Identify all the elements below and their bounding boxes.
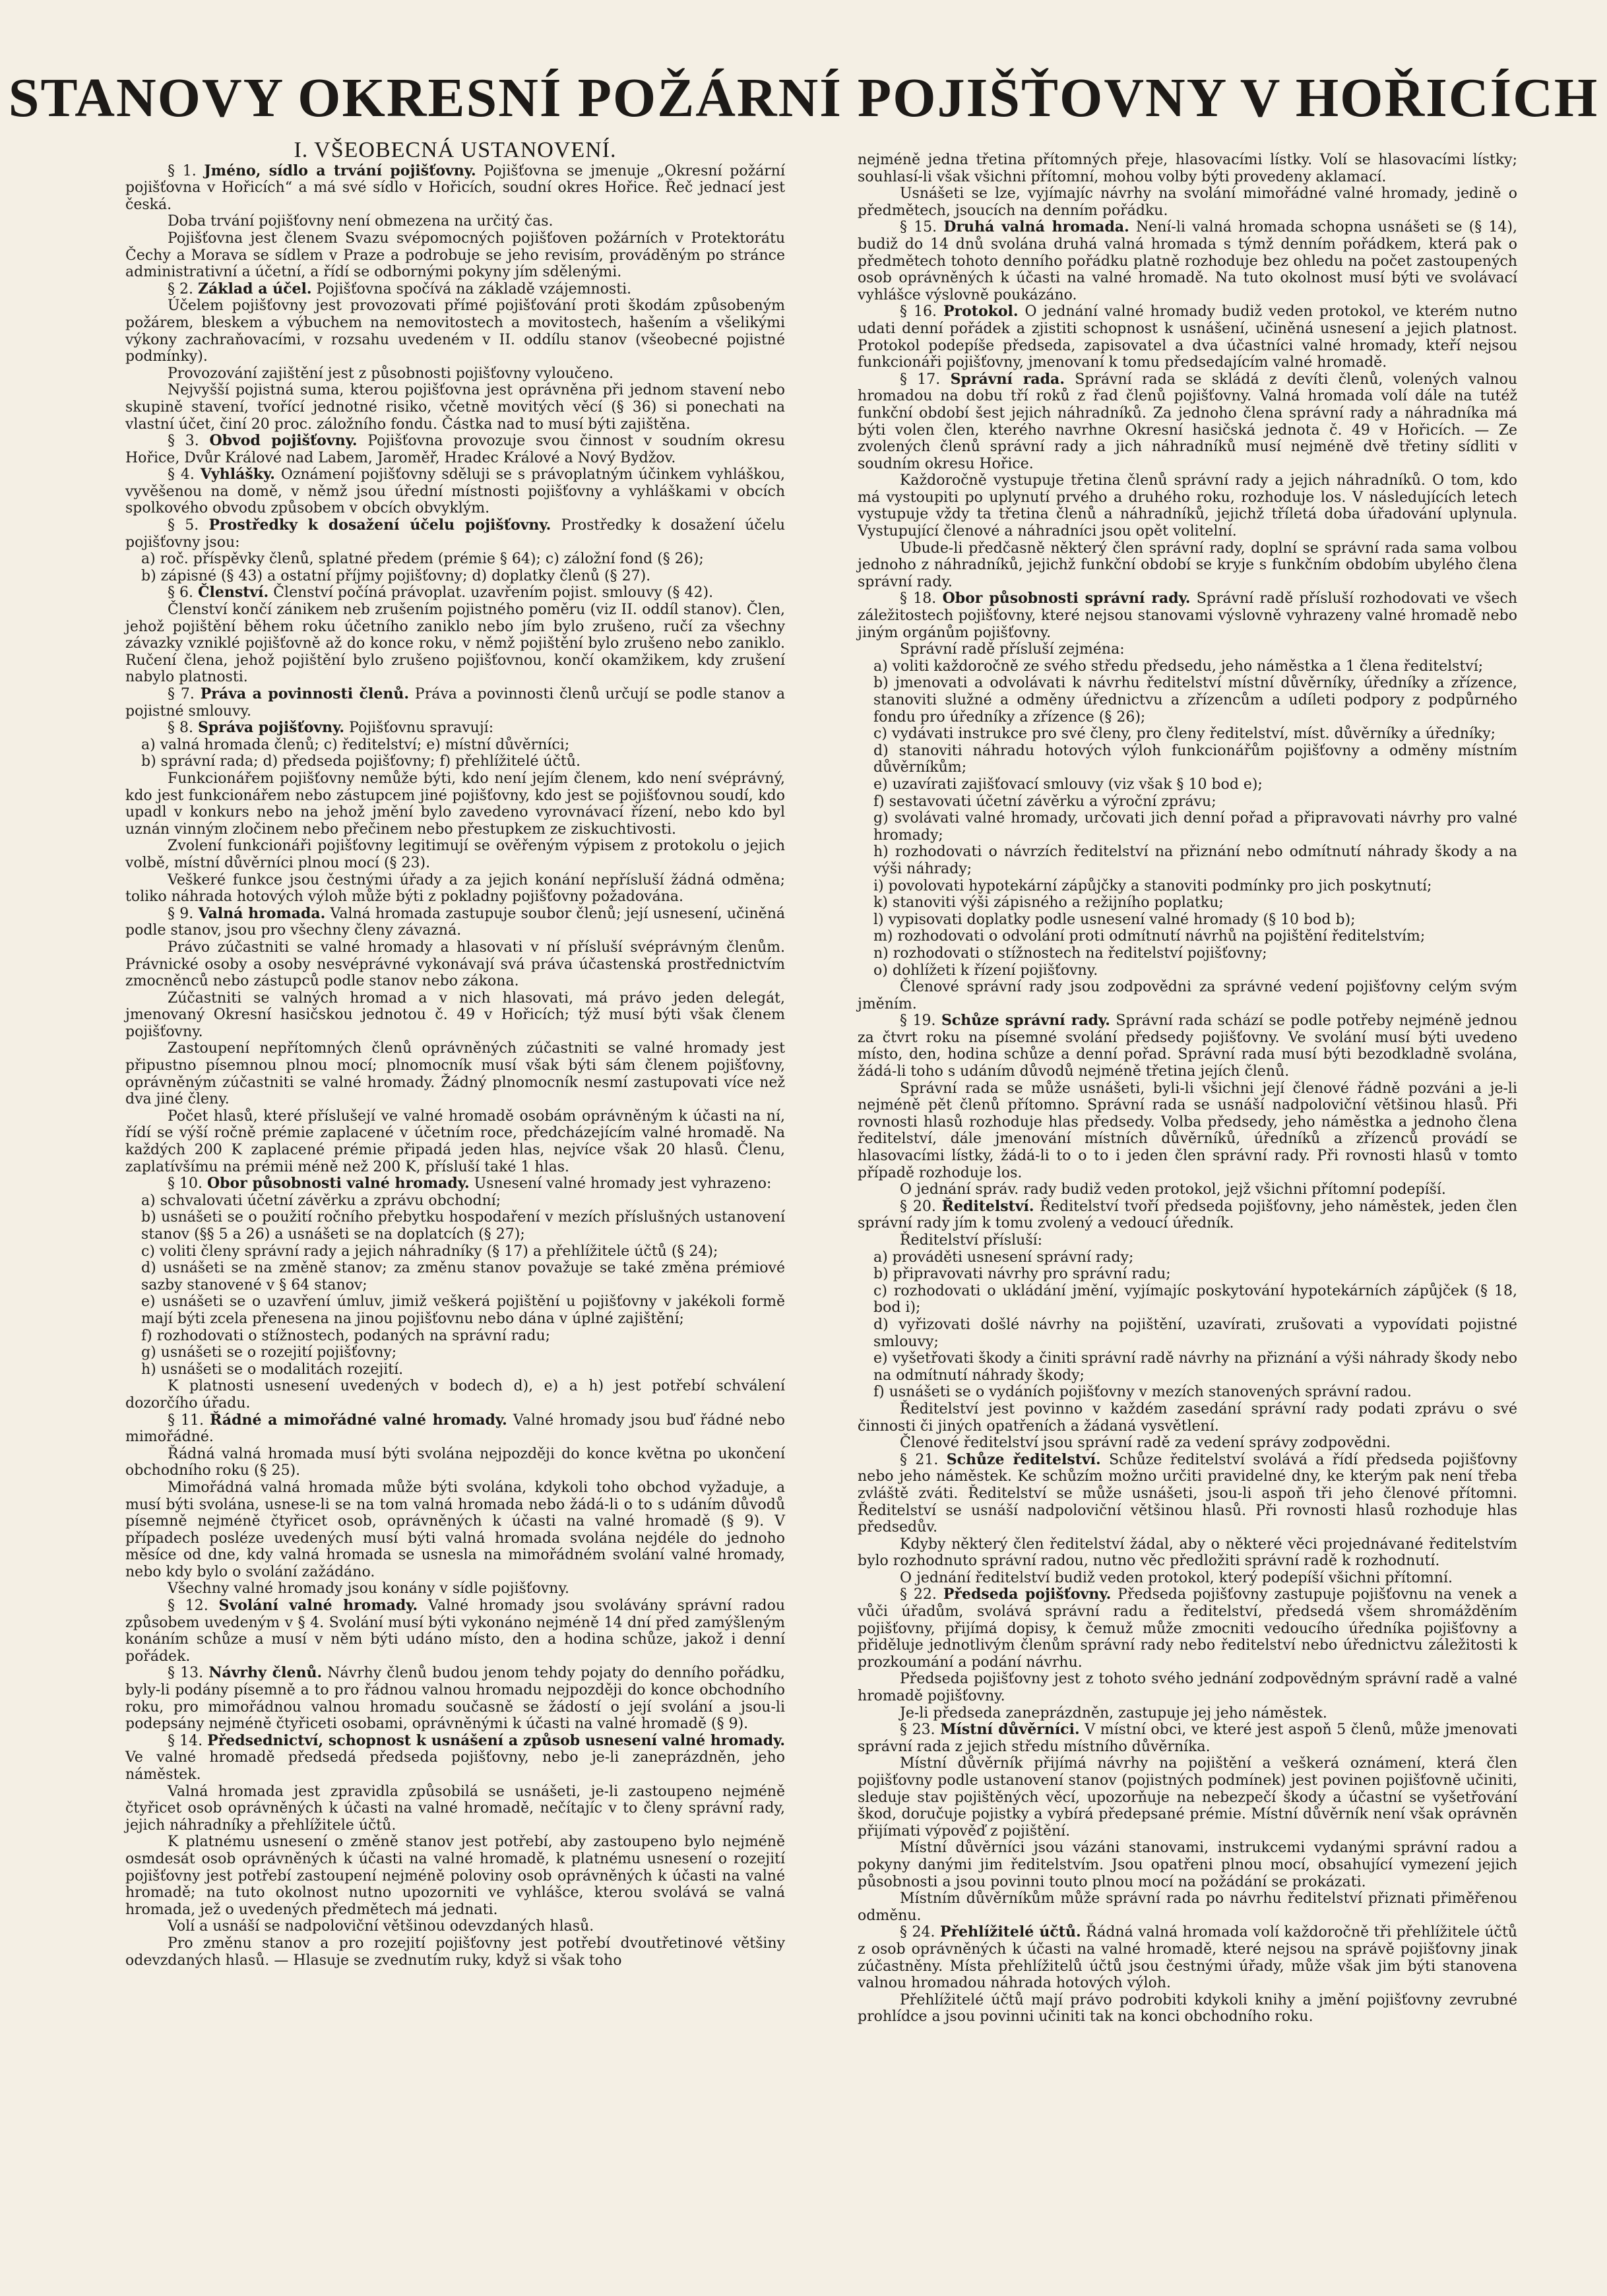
paragraph: Zastoupení nepřítomných členů oprávněných zúčastniti se valné hromady jest připustno písemnou plnou mocí; plnomocník musí však býti sám členem pojišťovny, oprávněným zúčastniti se valné hromady. Žádný plnomocník nesmí zastupovati více než dva jiné členy.: [125, 1040, 785, 1108]
list-item: b) usnášeti se o použití ročního přebytku hospodaření v mezích příslušných ustanovení stanov (§§ 5 a 26) a usnášeti se na doplatcích (§ 27);: [141, 1209, 785, 1243]
list-item: a) valná hromada členů; c) ředitelství; e) místní důvěrníci;: [141, 736, 570, 753]
paragraph: § 12. Svolání valné hromady. Valné hromady jsou svolávány správní radou způsobem uvedeným v § 4. Svolání musí býti vykonáno nejméně 14 dní před zamýšleným konáním schůze a musí v něm býti udáno místo, den a hodina schůze, jakož i denní pořádek.: [125, 1597, 785, 1665]
paragraph: Pro změnu stanov a pro rozejití pojišťovny jest potřebí dvoutřetinové většiny odevzdaných hlasů. — Hlasuje se zvednutím ruky, když si však toho: [125, 1935, 785, 1969]
paragraph: § 18. Obor působnosti správní rady. Správní radě přísluší rozhodovati ve všech záležitostech pojišťovny, které nejsou stanovami výslovně vyhrazeny valné hromadě nebo jiným orgánům pojišťovny.: [858, 590, 1518, 641]
paragraph: nejméně jedna třetina přítomných přeje, hlasovacími lístky. Volí se hlasovacími lístky; souhlasí-li však všichni přítomní, mohou volby býti provedeny aklamací.: [858, 152, 1517, 185]
paragraph: Předseda pojišťovny jest z tohoto svého jednání zodpovědným správní radě a valné hromadě pojišťovny.: [858, 1671, 1517, 1705]
paragraph: Kdyby některý člen ředitelství žádal, aby o některé věci projednávané ředitelstvím bylo rozhodnuto správní radou, nutno věc předložiti správní radě k rozhodnutí.: [858, 1536, 1517, 1570]
list-item: b) jmenovati a odvolávati k návrhu ředitelství místní důvěrníky, úředníky a zřízence, stanoviti služné a odměny úřednictvu a zřízencům a udíleti podpory z podpůrného fondu pro úředníky a zřízence (§ 26);: [873, 675, 1517, 726]
paragraph: § 22. Předseda pojišťovny. Předseda pojišťovny zastupuje pojišťovnu na venek a vůči úřadům, svolává správní radu a ředitelství, předsedá všem shromážděním pojišťovny, přijímá dopisy, k čemuž může zmocniti vedoucího úředníka pojišťovny a přiděluje jednotlivým členům správní rady nebo ředitelství nebo úřednictvu záležitosti k prozkoumání a podání návrhu.: [858, 1586, 1517, 1671]
list-item: a) voliti každoročně ze svého středu předsedu, jeho náměstka a 1 člena ředitelství;: [873, 658, 1484, 675]
list-item: d) vyřizovati došlé návrhy na pojištění, uzavírati, zrušovati a vypovídati pojistné smlouvy;: [873, 1316, 1517, 1350]
paragraph: Ředitelství jest povinno v každém zasedání správní rady podati zprávu o své činnosti či jiných opatřeních a žádaná vysvětlení.: [858, 1400, 1517, 1435]
paragraph: § 23. Místní důvěrníci. V místní obci, ve které jest aspoň 5 členů, může jmenovati správní rada z jejich středu místního důvěrníka.: [858, 1721, 1517, 1755]
paragraph: Ubude-li předčasně některý člen správní rady, doplní se správní rada sama volbou jednoho z náhradníků, jejichž funkční období se kryje s funkčním obdobím ubylého člena správní rady.: [858, 540, 1517, 590]
list-item: o) dohlížeti k řízení pojišťovny.: [873, 962, 1098, 979]
paragraph: Mimořádná valná hromada může býti svolána, kdykoli toho obchod vyžaduje, a musí býti svolána, usnese-li se na tom valná hromada nebo žádá-li o to s udáním důvodů písemně nejméně čtyřicet osob, oprávněných k účasti na valné hromadě (§ 9). V případech posléze uvedených musí býti valná hromada svolána nejdéle do jednoho měsíce od dne, kdy valná hromada se usnesla na mimořádném svolání valné hromady, nebo kdy bylo o svolání zažádáno.: [125, 1479, 785, 1580]
list-item: b) správní rada; d) předseda pojišťovny; f) přehlížitelé účtů.: [141, 753, 581, 770]
paragraph: Valná hromada jest zpravidla způsobilá se usnášeti, je-li zastoupeno nejméně čtyřicet osob oprávněných k účasti na valné hromadě, nečítajíc v to členy správní rady, jejich náhradníky a přehlížitele účtů.: [125, 1783, 785, 1834]
paragraph: Pojišťovna jest členem Svazu svépomocných pojišťoven požárních v Protektorátu Čechy a Morava se sídlem v Praze a podrobuje se jeho revisím, prováděným po stránce administrativní a účetní, a řídí se odbornými pokyny jím sdělenými.: [125, 230, 785, 281]
paragraph: Zúčastniti se valných hromad a v nich hlasovati, má právo jeden delegát, jmenovaný Okresní hasičskou jednotou č. 49 v Hořicích; týž musí býti však členem pojišťovny.: [125, 989, 785, 1040]
paragraph: Právo zúčastniti se valné hromady a hlasovati v ní přísluší svéprávným členům. Právnické osoby a osoby nesvéprávné vykonávají svá práva účastenská prostřednictvím zmocněnců nebo zástupců podle stanov nebo zákona.: [125, 939, 785, 990]
paragraph: Provozování zajištění jest z působnosti pojišťovny vyloučeno.: [168, 365, 614, 382]
paragraph: § 17. Správní rada. Správní rada se skládá z devíti členů, volených valnou hromadou na dobu tří roků z řad členů pojišťovny. Valná hromada volí dále na tutéž funkční období šest jejich náhradníků. Za jednoho člena správní rady a náhradníka má býti volen člen, kterého navrhne Okresní hasičská jednota č. 49 v Hořicích. — Ze zvolených členů správní rady a jich náhradníků musí nejméně dvě třetiny sídliti v soudním okresu Hořice.: [858, 370, 1517, 472]
list-item: g) usnášeti se o rozejití pojišťovny;: [141, 1344, 397, 1361]
paragraph: § 14. Předsednictví, schopnost k usnášení a způsob usnesení valné hromady. Ve valné hromadě předsedá předseda pojišťovny, nebo je-li zaneprázdněn, jeho náměstek.: [125, 1731, 785, 1783]
paragraph: Počet hlasů, které příslušejí ve valné hromadě osobám oprávněným k účasti na ní, řídí se výší ročně prémie zaplacené v účetním roce, předcházejícím valné hromadě. Na každých 200 K zaplacené prémie připadá jeden hlas, nejvíce však 20 hlasů. Členu, zaplatívšímu na prémii méně než 200 K, přísluší také 1 hlas.: [125, 1107, 785, 1175]
list-item: b) zápisné (§ 43) a ostatní příjmy pojišťovny; d) doplatky členů (§ 27).: [141, 567, 651, 584]
list-item: c) rozhodovati o ukládání jmění, vyjímajíc poskytování hypotekárních zápůjček (§ 18, bod i);: [873, 1282, 1517, 1317]
paragraph: O jednání ředitelství budiž veden protokol, který podepíší všichni přítomní.: [900, 1569, 1453, 1586]
paragraph: Usnášeti se lze, vyjímajíc návrhy na svolání mimořádné valné hromady, jedině o předmětech, jsoucích na denním pořádku.: [858, 185, 1517, 219]
paragraph: Každoročně vystupuje třetina členů správní rady a jejich náhradníků. O tom, kdo má vystoupiti po uplynutí prvého a druhého roku, rozhoduje los. V následujících letech vystupuje vždy ta třetina členů a náhradníků, jejichž tříletá doba úřadování uplynula. Vystupující členové a náhradníci jsou opět volitelní.: [858, 472, 1517, 540]
paragraph: § 1. Jméno, sídlo a trvání pojišťovny. Pojišťovna se jmenuje „Okresní požární pojišťovna v Hořicích“ a má své sídlo v Hořicích, soudní okres Hořice. Řeč jednací jest česká.: [125, 162, 786, 213]
list-item: a) schvalovati účetní závěrku a zprávu obchodní;: [141, 1192, 501, 1209]
section-heading: I. VŠEOBECNÁ USTANOVENÍ.: [294, 138, 617, 162]
paragraph: Členové ředitelství jsou správní radě za vedení správy zodpovědni.: [900, 1435, 1391, 1452]
paragraph: Členové správní rady jsou zodpovědni za správné vedení pojišťovny celým svým jměním.: [858, 979, 1517, 1012]
paragraph: § 2. Základ a účel. Pojišťovna spočívá na základě vzájemnosti.: [168, 280, 632, 297]
paragraph: Přehlížitelé účtů mají právo podrobiti kdykoli knihy a jmění pojišťovny zevrubné prohlídce a jsou povinni učiniti tak na konci obchodního roku.: [858, 1991, 1517, 2026]
list-item: m) rozhodovati o odvolání proti odmítnutí návrhů na pojištění ředitelstvím;: [873, 928, 1426, 945]
list-item: c) voliti členy správní rady a jejich náhradníky (§ 17) a přehlížitele účtů (§ 24);: [141, 1243, 718, 1260]
list-item: b) připravovati návrhy pro správní radu;: [873, 1266, 1171, 1283]
list-item: h) rozhodovati o návrzích ředitelství na přiznání nebo odmítnutí náhrady škody a na výši náhrady;: [873, 844, 1517, 877]
paragraph: K platnému usnesení o změně stanov jest potřebí, aby zastoupeno bylo nejméně osmdesát osob oprávněných k účasti na valné hromadě, k platnému usnesení o rozejití pojišťovny jest potřebí zastoupení nejméně poloviny osob oprávněných k účasti na valné hromadě; na tuto okolnost nutno upozorniti ve vyhlášce, kterou svolává se valná hromada, jež o uvedených předmětech má jednati.: [125, 1834, 785, 1918]
list-item: d) stanoviti náhradu hotových výloh funkcionářům pojišťovny a odměny místním důvěrníkům;: [873, 742, 1517, 776]
list-item: a) prováděti usnesení správní rady;: [873, 1249, 1134, 1266]
paragraph: Zvolení funkcionáři pojišťovny legitimují se ověřeným výpisem z protokolu o jejich volbě, místní důvěrníci plnou mocí (§ 23).: [125, 838, 785, 871]
paragraph: Správní radě přísluší zejména:: [900, 641, 1125, 658]
list-item: f) usnášeti se o vydáních pojišťovny v mezích stanovených správní radou.: [873, 1384, 1412, 1401]
paragraph: Řádná valná hromada musí býti svolána nejpozději do konce května po ukončení obchodního roku (§ 25).: [125, 1445, 785, 1479]
paragraph: O jednání správ. rady budiž veden protokol, jejž všichni přítomní podepíší.: [900, 1181, 1446, 1198]
list-item: f) rozhodovati o stížnostech, podaných na správní radu;: [141, 1327, 551, 1344]
paragraph: Všechny valné hromady jsou konány v sídle pojišťovny.: [168, 1580, 569, 1598]
paragraph: § 3. Obvod pojišťovny. Pojišťovna provozuje svou činnost v soudním okresu Hořice, Dvůr Králové nad Labem, Jaroměř, Hradec Králové a Nový Bydžov.: [125, 432, 786, 466]
paragraph: § 16. Protokol. O jednání valné hromady budiž veden protokol, ve kterém nutno udati denní pořádek a zjistiti schopnost k usnášení, učiněná usnesení a jejich platnost. Protokol podepíše předseda, zapisovatel a dva účastníci valné hromady, kteří nejsou funkcionáři pojišťovny, jmenovaní k tomu předsedajícím valné hromadě.: [858, 303, 1517, 371]
paragraph: Ředitelství přísluší:: [900, 1232, 1043, 1249]
document-title: STANOVY OKRESNÍ POŽÁRNÍ POJIŠŤOVNY V HOŘICÍCH: [8, 67, 1599, 129]
left-column: [125, 138, 786, 1969]
paragraph: § 13. Návrhy členů. Návrhy členů budou jenom tehdy pojaty do denního pořádku, byly-li podány písemně a to pro řádnou valnou hromadu nejpozději do konce obchodního roku, pro mimořádnou valnou hromadu současně se žádostí o její svolání a jsou-li podepsány nejméně čtyřiceti osobami, oprávněnými k účasti na valné hromadě (§ 9).: [125, 1664, 785, 1733]
paragraph: Nejvyšší pojistná suma, kterou pojišťovna jest oprávněna při jednom stavení nebo skupině stavení, tvořící jednotné risiko, včetně movitých věcí (§ 36) si ponechati na vlastní účet, činí 20 proc. záložního fondu. Částka nad to musí býti zajištěna.: [125, 382, 785, 433]
paragraph: Je-li předseda zaneprázdněn, zastupuje jej jeho náměstek.: [900, 1704, 1327, 1722]
paragraph: § 9. Valná hromada. Valná hromada zastupuje soubor členů; její usnesení, učiněná podle stanov, jsou pro všechny členy závazná.: [125, 904, 785, 939]
paragraph: Účelem pojišťovny jest provozovati přímé pojišťování proti škodám způsobeným požárem, bleskem a výbuchem na nemovitostech a movitostech, hašením a všelikými výkony zachraňovacími, v rozsahu uvedeném v II. oddílu stanov (všeobecné pojistné podmínky).: [125, 297, 785, 365]
paragraph: Funkcionářem pojišťovny nemůže býti, kdo není jejím členem, kdo není svéprávný, kdo jest funkcionářem nebo zástupcem jiné pojišťovny, kdo jest se pojišťovnou soudí, kdo upadl v konkurs nebo na jehož jmění bylo zavedeno vyrovnávací řízení, nebo kdo byl uznán vinným zločinem nebo přečinem nebo přestupkem ze ziskuchtivosti.: [125, 770, 785, 838]
paragraph: Doba trvání pojišťovny není obmezena na určitý čas.: [168, 213, 553, 230]
list-item: a) roč. příspěvky členů, splatné předem (prémie § 64); c) záložní fond (§ 26);: [141, 551, 704, 568]
list-item: f) sestavovati účetní závěrku a výroční zprávu;: [873, 793, 1216, 810]
list-item: h) usnášeti se o modalitách rozejití.: [141, 1361, 404, 1378]
paragraph: § 7. Práva a povinnosti členů. Práva a povinnosti členů určují se podle stanov a pojistné smlouvy.: [125, 685, 786, 720]
list-item: n) rozhodovati o stížnostech na ředitelství pojišťovny;: [873, 945, 1267, 962]
paragraph: § 20. Ředitelství. Ředitelství tvoří předseda pojišťovny, jeho náměstek, jeden člen správní rady jím k tomu zvolený a vedoucí úředník.: [858, 1197, 1517, 1232]
paragraph: § 5. Prostředky k dosažení účelu pojišťovny. Prostředky k dosažení účelu pojišťovny jsou:: [125, 516, 785, 551]
paragraph: § 19. Schůze správní rady. Správní rada schází se podle potřeby nejméně jednou za čtvrt roku na písemné svolání předsedy pojišťovny. Ve svolání musí býti uvedeno místo, den, hodina schůze a denní pořad. Správní rada musí býti bezodkladně svolána, žádá-li toho s udáním důvodů nejméně třetina jejích členů.: [858, 1012, 1517, 1080]
paragraph: § 10. Obor působnosti valné hromady. Usnesení valné hromady jest vyhrazeno:: [168, 1175, 772, 1193]
list-item: e) vyšetřovati škody a činiti správní radě návrhy na přiznání a výši náhrady škody nebo na odmítnutí náhrady škody;: [873, 1350, 1517, 1384]
paragraph: Volí a usnáší se nadpoloviční většinou odevzdaných hlasů.: [168, 1918, 594, 1935]
right-column-body: [858, 152, 1517, 2026]
paragraph: § 11. Řádné a mimořádné valné hromady. Valné hromady jsou buď řádné nebo mimořádné.: [125, 1411, 785, 1446]
list-item: e) uzavírati zajišťovací smlouvy (viz však § 10 bod e);: [873, 776, 1263, 793]
paragraph: Místním důvěrníkům může správní rada po návrhu ředitelství přiznati přiměřenou odměnu.: [858, 1890, 1517, 1924]
paragraph: § 4. Vyhlášky. Oznámení pojišťovny sděluji se s právoplatným účinkem vyhláškou, vyvěšenou na domě, v němž jsou úřední místnosti pojišťovny a vyhláškami v obcích spolkového obvodu způsobem v obcích obvyklým.: [125, 466, 786, 517]
paragraph: § 8. Správa pojišťovny. Pojišťovnu spravují:: [168, 719, 494, 737]
left-column-body: [125, 163, 785, 1970]
paragraph: § 21. Schůze ředitelství. Schůze ředitelství svolává a řídí předseda pojišťovny nebo jeho náměstek. Ke schůzím možno určiti pravidelné dny, ke kterým pak není třeba zvláště zváti. Ředitelství se může usnášeti, jsou-li aspoň tři jeho členové přítomni. Ředitelství se usnáší nadpoloviční většinou hlasů. Při rovnosti hlasů rozhoduje hlas předsedův.: [858, 1450, 1517, 1536]
list-item: e) usnášeti se o uzavření úmluv, jimiž veškerá pojištění u pojišťovny v jakékoli formě mají býti zcela přenesena na jinou pojišťovnu nebo dána v úplné zajištění;: [141, 1293, 785, 1327]
list-item: i) povolovati hypotekární zápůjčky a stanoviti podmínky pro jich poskytnutí;: [873, 877, 1432, 894]
paragraph: Místní důvěrníci jsou vázáni stanovami, instrukcemi vydanými správní radou a pokyny danými jim ředitelstvím. Jsou opatřeni plnou mocí, obsahující vymezení jejich působnosti a jsou povinni touto plnou mocí na požádání se prokázati.: [858, 1840, 1517, 1890]
list-item: l) vypisovati doplatky podle usnesení valné hromady (§ 10 bod b);: [873, 911, 1356, 928]
list-item: c) vydávati instrukce pro své členy, pro členy ředitelství, míst. důvěrníky a úředníky;: [873, 726, 1496, 743]
right-column: [858, 152, 1517, 2026]
paragraph: § 15. Druhá valná hromada. Není-li valná hromada schopna usnášeti se (§ 14), budiž do 14 dnů svolána druhá valná hromada s týmž denním pořádkem, která pak o předmětech tohoto denního pořádku platně rozhoduje bez ohledu na počet zastoupených osob oprávněných k účasti na valné hromadě. Na tuto okolnost musí býti ve svolávací vyhlášce výslovně poukázáno.: [858, 218, 1518, 303]
list-item: g) svolávati valné hromady, určovati jich denní pořad a připravovati návrhy pro valné hromady;: [873, 810, 1517, 844]
paragraph: § 6. Členství. Členství počíná právoplat. uzavřením pojist. smlouvy (§ 42).: [168, 584, 714, 602]
paragraph: Správní rada se může usnášeti, byli-li všichni její členové řádně pozváni a je-li nejméně pět členů přítomno. Správní rada se usnáší nadpoloviční většinou hlasů. Při rovnosti hlasů rozhoduje hlas předsedy. Volba předsedy, jeho náměstka a jednoho člena ředitelství, dále jmenování místních důvěrníků, úředníků a zřízenců provádí se hlasovacími lístky, žádá-li to o to i jeden člen správní rady. Při rovnosti hlasů v tomto případě rozhoduje los.: [858, 1080, 1517, 1181]
paragraph: K platnosti usnesení uvedených v bodech d), e) a h) jest potřebí schválení dozorčího úřadu.: [125, 1378, 785, 1412]
paragraph: Veškeré funkce jsou čestnými úřady a za jejich konání nepřísluší žádná odměna; toliko náhrada hotových výloh může býti z pokladny pojišťovny požadována.: [125, 871, 785, 906]
list-item: d) usnášeti se na změně stanov; za změnu stanov považuje se také změna prémiové sazby stanovené v § 64 stanov;: [141, 1260, 785, 1293]
paragraph: § 24. Přehlížitelé účtů. Řádná valná hromada volí každoročně tři přehlížitele účtů z osob oprávněných k účasti na valné hromadě, které nejsou na správě pojišťovny jinak zúčastněny. Místa přehlížitelů účtů jsou čestnými úřady, může však jim býti stanovena valnou hromadou náhrada hotových výloh.: [858, 1923, 1517, 1992]
paragraph: Místní důvěrník přijímá návrhy na pojištění a veškerá oznámení, která člen pojišťovny podle ustanovení stanov (pojistných podmínek) jest povinen pojišťovně učiniti, sleduje stav pojištěných věcí, upozorňuje na nebezpečí škody a účastní se vyšetřování škod, doručuje pojistky a vybírá předepsané prémie. Místní důvěrník není však oprávněn přijímati výpověď z pojištění.: [858, 1755, 1517, 1840]
list-item: k) stanoviti výši zápisného a režijního poplatku;: [873, 894, 1224, 912]
paragraph: Členství končí zánikem neb zrušením pojistného poměru (viz II. oddíl stanov). Člen, jehož pojištění během roku účetního zaniklo nebo jím bylo zrušeno, ručí za všechny závazky vzniklé pojišťovně až do konce roku, v němž pojištění bylo zrušeno nebo zaniklo. Ručení člena, jehož pojištění bylo zrušeno pojišťovnou, končí okamžikem, kdy zrušení nabylo platnosti.: [125, 602, 785, 686]
